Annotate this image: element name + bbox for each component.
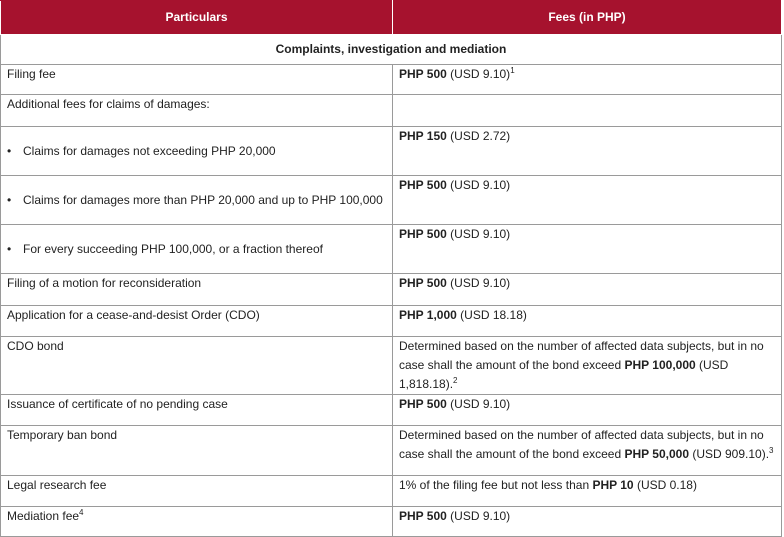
- row-label: Mediation fee$^4$: [1, 507, 393, 537]
- row-label: Temporary ban bond: [1, 426, 393, 476]
- row-fee: PHP 500 (USD 9.10): [393, 176, 782, 225]
- table-row: [1, 395, 782, 426]
- footnote-marker[interactable]: 2: [453, 376, 458, 385]
- fee-amount: PHP 500: [399, 397, 447, 411]
- row-fee-empty: [393, 95, 782, 127]
- row-fee: PHP 500 (USD 9.10)$^1$: [393, 65, 782, 95]
- row-label: Additional fees for claims of damages:: [1, 95, 393, 127]
- table-row: [1, 225, 782, 274]
- fee-amount: PHP 500: [399, 276, 447, 290]
- table-row: [1, 337, 782, 395]
- table-row: [1, 65, 782, 95]
- row-label: • For every succeeding PHP 100,000, or a fraction thereof: [1, 225, 393, 274]
- header-row: [1, 1, 782, 35]
- table-row: [1, 274, 782, 306]
- section-title: Complaints, investigation and mediation: [1, 35, 782, 65]
- fee-amount: PHP 500: [399, 509, 447, 523]
- row-label: Filing of a motion for reconsideration: [1, 274, 393, 306]
- table-row: [1, 306, 782, 337]
- table-row: [1, 95, 782, 127]
- footnote-marker[interactable]: 4: [79, 508, 84, 517]
- row-label: • Claims for damages not exceeding PHP 20,000: [1, 127, 393, 176]
- row-label: Filing fee: [1, 65, 393, 95]
- table-row: [1, 507, 782, 537]
- fee-amount: PHP 500: [399, 67, 447, 81]
- row-label: CDO bond: [1, 337, 393, 395]
- row-label: Issuance of certificate of no pending case: [1, 395, 393, 426]
- row-label: Application for a cease-and-desist Order (CDO): [1, 306, 393, 337]
- table-row: [1, 127, 782, 176]
- table-row: [1, 176, 782, 225]
- footnote-marker[interactable]: 1: [510, 66, 515, 75]
- row-fee: Determined based on the number of affected data subjects, but in no case shall the amount of the bond exceed PHP 50,000 (USD 909.10).$^3$: [393, 426, 782, 476]
- bullet-icon: •: [7, 241, 12, 256]
- fee-amount: PHP 500: [399, 178, 447, 192]
- row-fee: PHP 500 (USD 9.10): [393, 274, 782, 306]
- fee-amount: PHP 150: [399, 129, 447, 143]
- row-fee: PHP 1,000 (USD 18.18): [393, 306, 782, 337]
- fee-amount: PHP 500: [399, 227, 447, 241]
- header-particulars: Particulars: [1, 1, 393, 35]
- row-fee: 1% of the filing fee but not less than PHP 10 (USD 0.18): [393, 476, 782, 507]
- fee-amount: PHP 100,000: [624, 358, 696, 372]
- header-fees: Fees (in PHP): [393, 1, 782, 35]
- table-row: [1, 426, 782, 476]
- row-fee: PHP 500 (USD 9.10): [393, 395, 782, 426]
- section-row: [1, 35, 782, 65]
- row-label: Legal research fee: [1, 476, 393, 507]
- fee-amount: PHP 1,000: [399, 308, 457, 322]
- table-row: [1, 476, 782, 507]
- fee-amount: PHP 10: [592, 478, 634, 492]
- footnote-marker[interactable]: 3: [769, 446, 774, 455]
- bullet-icon: •: [7, 192, 12, 207]
- row-fee: PHP 500 (USD 9.10): [393, 225, 782, 274]
- row-fee: Determined based on the number of affected data subjects, but in no case shall the amount of the bond exceed PHP 100,000 (USD 1,818.18).$^2$: [393, 337, 782, 395]
- row-fee: PHP 150 (USD 2.72): [393, 127, 782, 176]
- fee-amount: PHP 50,000: [624, 447, 689, 461]
- bullet-icon: •: [7, 143, 12, 158]
- row-label: • Claims for damages more than PHP 20,000 and up to PHP 100,000: [1, 176, 393, 225]
- row-fee: PHP 500 (USD 9.10): [393, 507, 782, 537]
